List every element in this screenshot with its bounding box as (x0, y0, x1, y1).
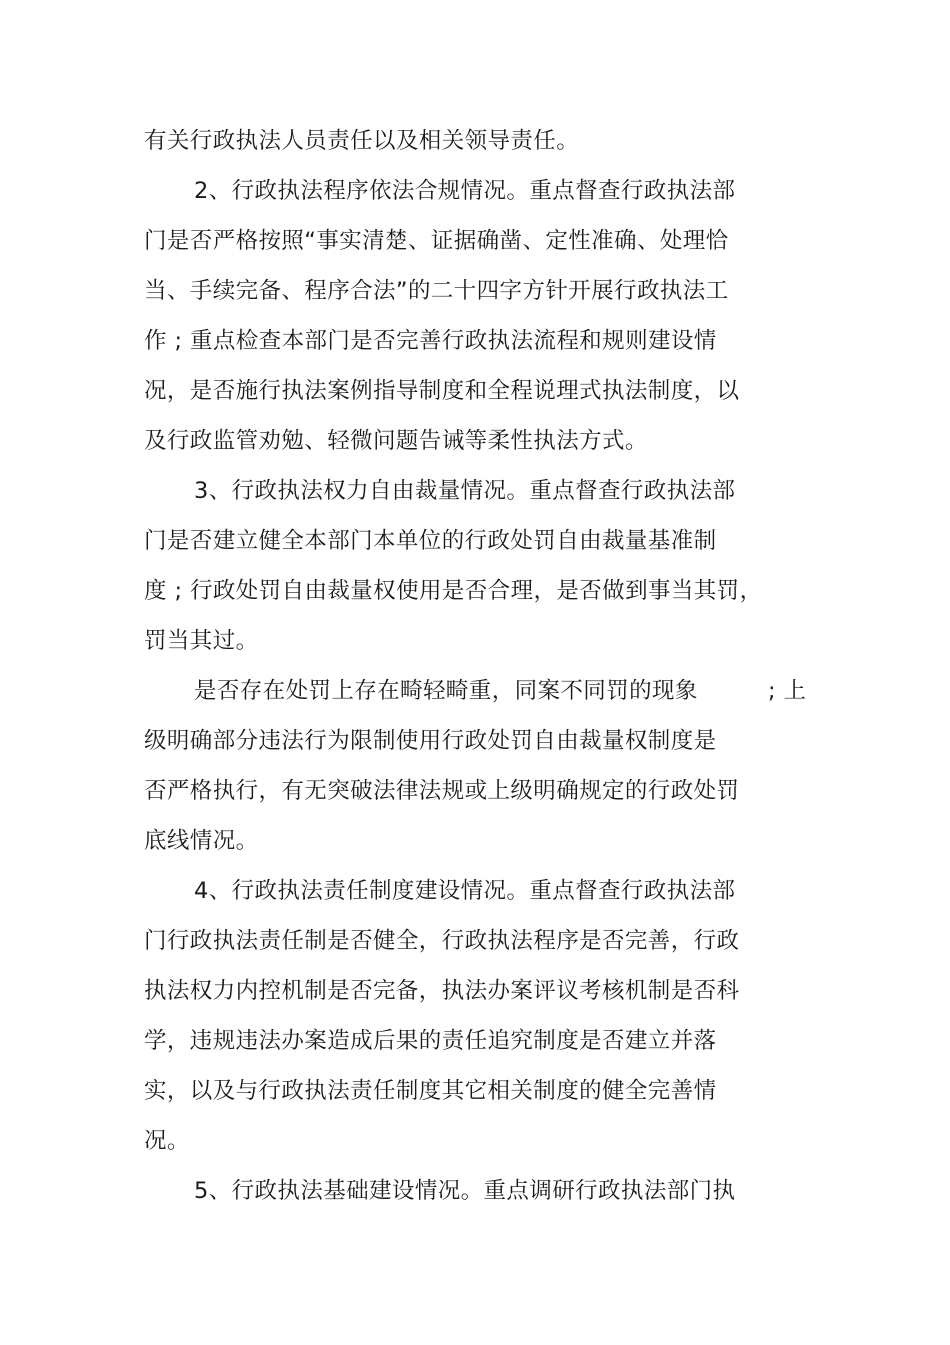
text-line: 罚当其过。 (144, 628, 259, 654)
text-line: 门是否建立健全本部门本单位的行政处罚自由裁量基准制 (144, 528, 717, 554)
text-line: 作 ; 重点检查本部门是否完善行政执法流程和规则建设情 (144, 328, 717, 354)
text-line: 执法权力内控机制是否完备，执法办案评议考核机制是否科 (144, 978, 740, 1004)
text-line: 4、行政执法责任制度建设情况。重点督查行政执法部 (194, 878, 736, 904)
text-line: ; 上 (768, 678, 807, 704)
text-line: 度 ; 行政处罚自由裁量权使用是否合理，是否做到事当其罚， (144, 578, 763, 604)
text-line: 门是否严格按照“事实清楚、证据确凿、定性准确、处理恰 (144, 228, 729, 254)
text-line: 及行政监管劝勉、轻微问题告诫等柔性执法方式。 (144, 428, 648, 454)
text-line: 况，是否施行执法案例指导制度和全程说理式执法制度，以 (144, 378, 740, 404)
text-line: 是否存在处罚上存在畸轻畸重，同案不同罚的现象 (194, 678, 698, 704)
text-line: 3、行政执法权力自由裁量情况。重点督查行政执法部 (194, 478, 736, 504)
text-line: 有关行政执法人员责任以及相关领导责任。 (144, 128, 580, 154)
text-line: 况。 (144, 1128, 190, 1154)
text-line: 否严格执行，有无突破法律法规或上级明确规定的行政处罚 (144, 778, 740, 804)
text-line: 级明确部分违法行为限制使用行政处罚自由裁量权制度是 (144, 728, 717, 754)
text-line: 2、行政执法程序依法合规情况。重点督查行政执法部 (194, 178, 736, 204)
text-line: 底线情况。 (144, 828, 259, 854)
text-line: 5、行政执法基础建设情况。重点调研行政执法部门执 (194, 1178, 736, 1204)
text-line: 学，违规违法办案造成后果的责任追究制度是否建立并落 (144, 1028, 717, 1054)
text-line: 当、手续完备、程序合法”的二十四字方针开展行政执法工 (144, 278, 729, 304)
text-line: 门行政执法责任制是否健全，行政执法程序是否完善，行政 (144, 928, 740, 954)
text-line: 实，以及与行政执法责任制度其它相关制度的健全完善情 (144, 1078, 717, 1104)
